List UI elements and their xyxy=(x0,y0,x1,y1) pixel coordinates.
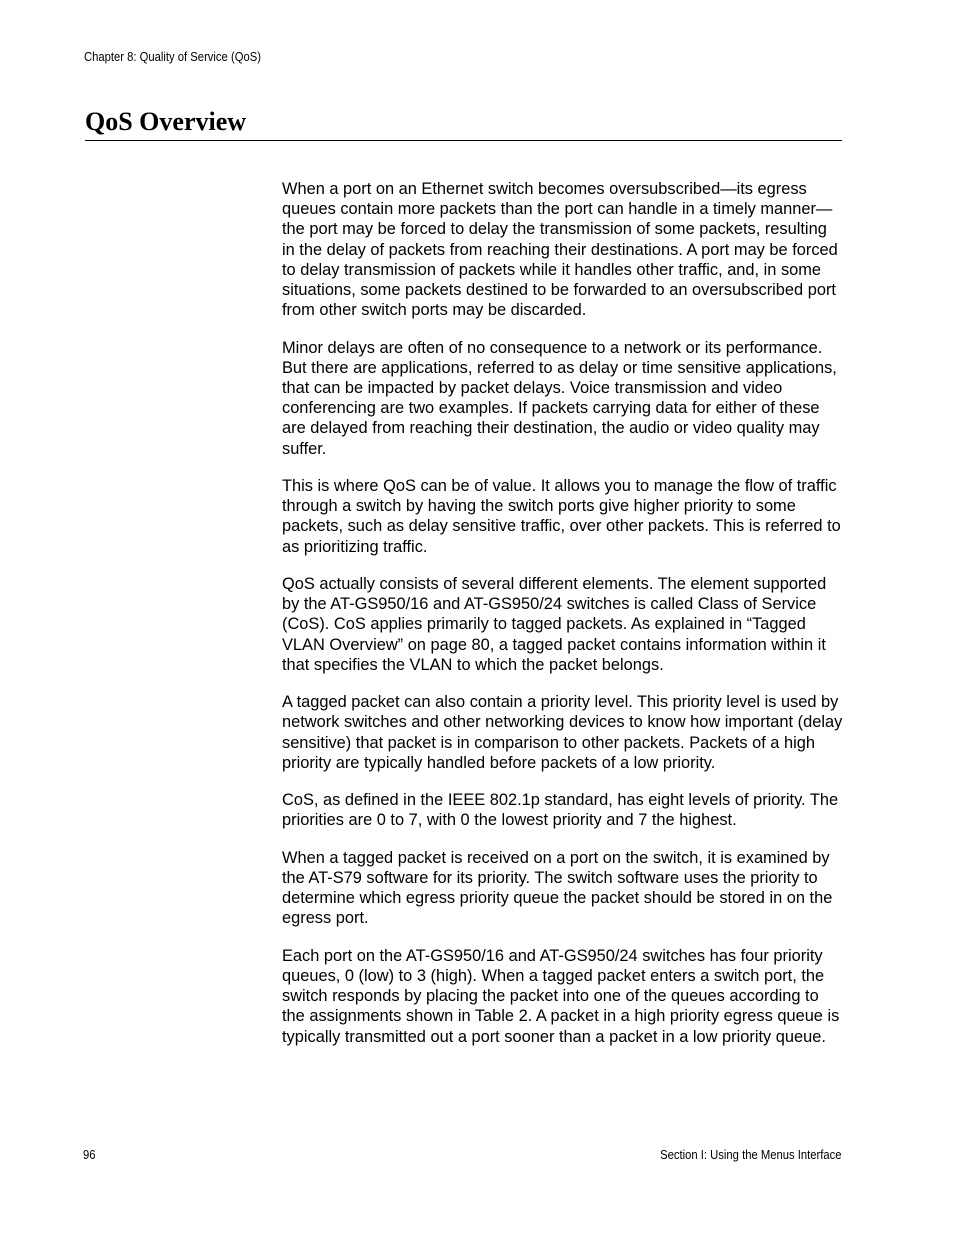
paragraph-8: Each port on the AT-GS950/16 and AT-GS950/24 switches has four priority queues, 0 (low) to 3 (high). When a tagged packet enters a switch port, the switch responds by placing the packet into one of the queues according to the assignments shown in Table 2. A packet in a high priority egress queue is typically transmitted out a port sooner than a packet in a low priority queue. xyxy=(282,946,840,1046)
title-rule xyxy=(85,140,842,141)
running-footer: Section I: Using the Menus Interface xyxy=(659,1148,841,1162)
page-title: QoS Overview xyxy=(85,107,247,136)
paragraph-2: Minor delays are often of no consequence to a network or its performance. But there are applications, referred to as delay or time sensitive applications, that can be impacted by packet delays. Voice transmission and video conferencing are two examples. If packets carrying data for either of these are delayed from reaching their destination, the audio or video quality may suffer. xyxy=(282,338,837,458)
paragraph-7: When a tagged packet is received on a port on the switch, it is examined by the AT-S79 software for its priority. The switch software uses the priority to determine which egress priority queue the packet should be stored in on the egress port. xyxy=(282,848,833,928)
page-number: 96 xyxy=(83,1148,96,1162)
paragraph-1: When a port on an Ethernet switch becomes oversubscribed—its egress queues contain more packets than the port can handle in a timely manner—the port may be forced to delay the transmission of some packets, resulting in the delay of packets from reaching their destinations. A port may be forced to delay transmission of packets while it handles other traffic, and, in some situations, some packets destined to be forwarded to an oversubscribed port from other switch ports may be discarded. xyxy=(282,180,838,320)
running-header: Chapter 8: Quality of Service (QoS) xyxy=(84,50,261,64)
paragraph-3: This is where QoS can be of value. It allows you to manage the flow of traffic through a switch by having the switch ports give higher priority to some packets, such as delay sensitive traffic, over other packets. This is referred to as prioritizing traffic. xyxy=(282,477,841,556)
paragraph-6: CoS, as defined in the IEEE 802.1p standard, has eight levels of priority. The priorities are 0 to 7, with 0 the lowest priority and 7 the highest. xyxy=(282,791,839,830)
paragraph-5: A tagged packet can also contain a priority level. This priority level is used by network switches and other networking devices to know how important (delay sensitive) that packet is in comparison to other packets. Packets of a high priority are typically handled before packets of a low priority. xyxy=(282,693,843,772)
body-text xyxy=(282,179,844,1064)
paragraph-4: QoS actually consists of several different elements. The element supported by the AT-GS950/16 and AT-GS950/24 switches is called Class of Service (CoS). CoS applies primarily to tagged packets. As explained in “Tagged VLAN Overview” on page 80, a tagged packet contains information within it that specifies the VLAN to which the packet belongs. xyxy=(282,575,827,674)
